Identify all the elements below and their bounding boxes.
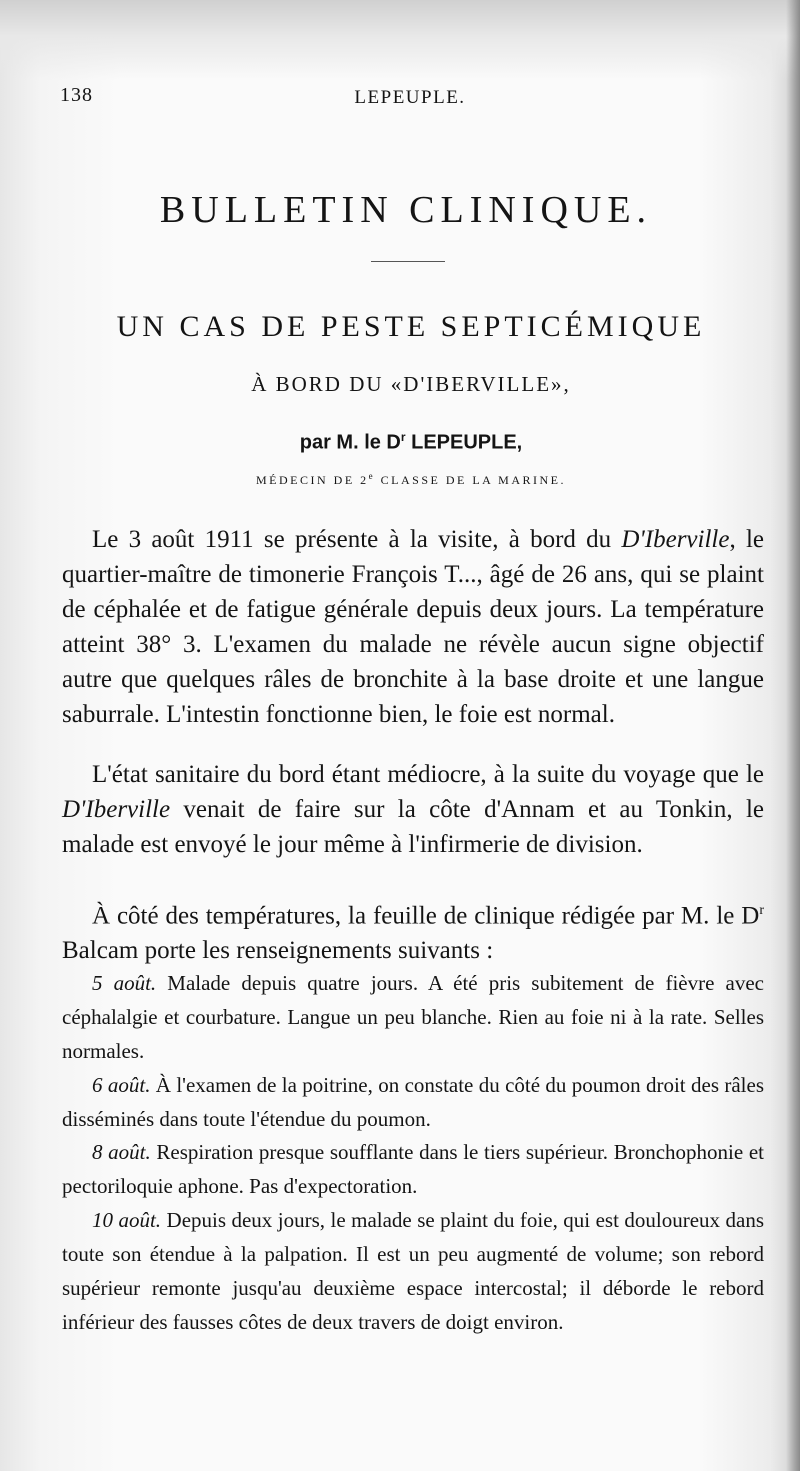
paragraph-3-text-b: Balcam porte les renseignements suivants :	[62, 937, 494, 965]
paragraph-2	[62, 757, 764, 862]
note-text: Malade depuis quatre jours. A été pris subitement de fièvre avec céphalalgie et courbature. Langue un peu blanche. Rien au foie ni à la rate. Selles normales.	[62, 971, 764, 1063]
paragraph-3-superscript: r	[759, 903, 764, 918]
running-head	[0, 84, 800, 114]
note-text: Respiration presque soufflante dans le tiers supérieur. Bronchophonie et pectoriloquie aphone. Pas d'expectoration.	[62, 1140, 764, 1198]
scan-shadow	[0, 0, 800, 80]
paragraph-3-text-a: À côté des températures, la feuille de clinique rédigée par M. le D	[92, 902, 760, 930]
clinical-note	[62, 1203, 764, 1339]
paragraph-1-text-a: Le 3 août 1911 se présente à la visite, à bord du	[92, 526, 622, 553]
note-date: 8 août.	[92, 1140, 151, 1164]
paragraph-1-text-b: , le quartier-maître de timonerie François T..., âgé de 26 ans, qui se plaint de céphalée et de fatigue générale depuis deux jours. La température atteint 38° 3. L'examen du malade ne révèle aucun signe objectif autre que quelques râles de bronchite à la base droite et une langue saburrale. L'intestin fonctionne bien, le foie est normal.	[62, 526, 764, 728]
note-date: 6 août.	[92, 1073, 151, 1097]
ship-name: D'Iberville	[62, 796, 171, 823]
author-affiliation	[0, 471, 800, 488]
page-number: 138	[60, 84, 93, 106]
byline-name: LEPEUPLE,	[405, 431, 523, 454]
affiliation-prefix: MÉDECIN DE 2	[255, 473, 369, 487]
paragraph-2-text-b: venait de faire sur la côte d'Annam et au Tonkin, le malade est envoyé le jour même à l'infirmerie de division.	[62, 796, 764, 858]
article-title: UN CAS DE PESTE SEPTICÉMIQUE	[116, 310, 706, 343]
byline	[0, 430, 800, 455]
section-title: BULLETIN CLINIQUE.	[159, 189, 653, 231]
byline-superscript: r	[400, 430, 406, 444]
title-divider	[371, 261, 445, 262]
running-title: LEPEUPLE.	[354, 87, 466, 108]
paragraph-1	[62, 522, 764, 732]
note-text: À l'examen de la poitrine, on constate du côté du poumon droit des râles disséminés dans toute l'étendue du poumon.	[62, 1073, 764, 1131]
ship-name: D'Iberville	[621, 526, 730, 553]
clinical-note	[62, 1135, 764, 1203]
article-subtitle: À BORD DU «D'IBERVILLE»,	[251, 372, 571, 396]
note-date: 10 août.	[92, 1208, 162, 1232]
note-date: 5 août.	[92, 971, 157, 995]
paragraph-3	[62, 893, 764, 968]
affiliation-suffix: CLASSE DE LA MARINE.	[375, 473, 566, 487]
paragraph-2-text-a: L'état sanitaire du bord étant médiocre, à la suite du voyage que le	[92, 761, 764, 788]
affiliation-superscript: e	[368, 471, 376, 481]
clinical-note	[62, 1068, 764, 1136]
clinical-note	[62, 966, 764, 1068]
byline-prefix: par M. le D	[299, 431, 401, 454]
note-text: Depuis deux jours, le malade se plaint du foie, qui est douloureux dans toute son étendue à la palpation. Il est un peu augmenté de volume; son rebord supérieur remonte jusqu'au deuxième espace intercostal; il déborde le rebord inférieur des fausses côtes de deux travers de doigt environ.	[62, 1208, 764, 1334]
